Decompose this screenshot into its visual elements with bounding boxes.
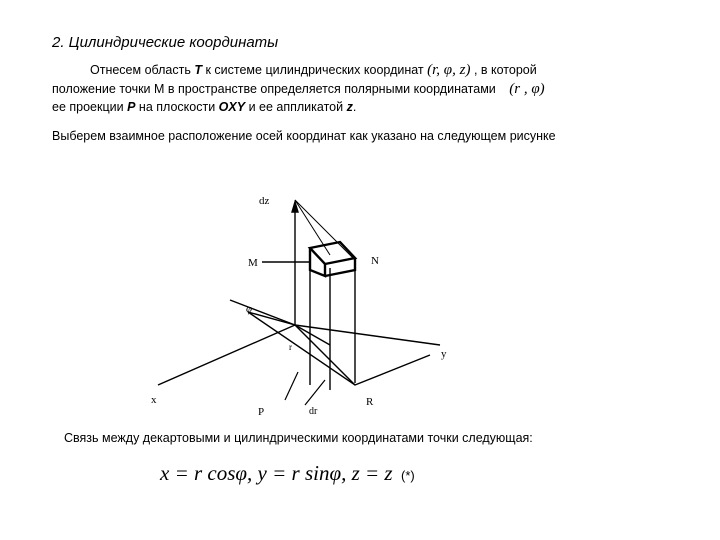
- arrow-P: [285, 372, 298, 400]
- region-symbol: T: [194, 63, 202, 77]
- phi-arc-line: [248, 312, 295, 325]
- label-dz: dz: [259, 195, 270, 207]
- section-title: 2. Цилиндрические координаты: [52, 34, 279, 51]
- label-M: M: [248, 257, 258, 269]
- plane-OXY: OXY: [218, 100, 246, 114]
- relation-text: Связь между декартовыми и цилиндрическими координатами точки следующая:: [64, 431, 533, 445]
- coord-triplet: (r, φ, z): [427, 62, 471, 78]
- intro-text-2: положение точки М в пространстве определяется полярными координатами: [52, 82, 496, 96]
- intro-text-4: на плоскости: [138, 100, 216, 114]
- label-P: P: [258, 406, 265, 418]
- label-R: R: [366, 396, 374, 408]
- intro-text-3: ее проекции: [52, 100, 124, 114]
- axes-note: Выберем взаимное расположение осей координат как указано на следующем рисунке: [52, 129, 556, 143]
- point-P: P: [127, 100, 136, 114]
- radius-line: [295, 325, 355, 385]
- label-phi: φ: [246, 303, 253, 315]
- x-axis: [158, 325, 295, 385]
- intro-line-3: ее проекции P на плоскости OXY и ее аппликатой z.: [52, 100, 357, 114]
- sector-outline: [248, 312, 430, 385]
- formula: x = r cosφ, y = r sinφ, z = z: [160, 461, 393, 485]
- applicate-z: z: [346, 100, 353, 114]
- arrow-dr: [305, 380, 325, 405]
- intro-text-5: и ее аппликатой: [248, 100, 344, 114]
- label-x: x: [151, 394, 157, 406]
- intro-text: Отнесем область: [90, 63, 191, 77]
- y-axis: [295, 325, 440, 345]
- label-dr: dr: [309, 406, 318, 417]
- intro-text-rest: к системе цилиндрических координат: [205, 63, 424, 77]
- formula-line: [160, 461, 415, 486]
- formula-tag: (*): [401, 468, 415, 483]
- label-N: N: [371, 255, 379, 267]
- coord-pair: (r , φ): [509, 81, 545, 97]
- label-y: y: [441, 348, 447, 360]
- top-line-2: [295, 200, 355, 260]
- intro-line-end: , в которой: [473, 63, 537, 77]
- label-r: r: [289, 342, 292, 352]
